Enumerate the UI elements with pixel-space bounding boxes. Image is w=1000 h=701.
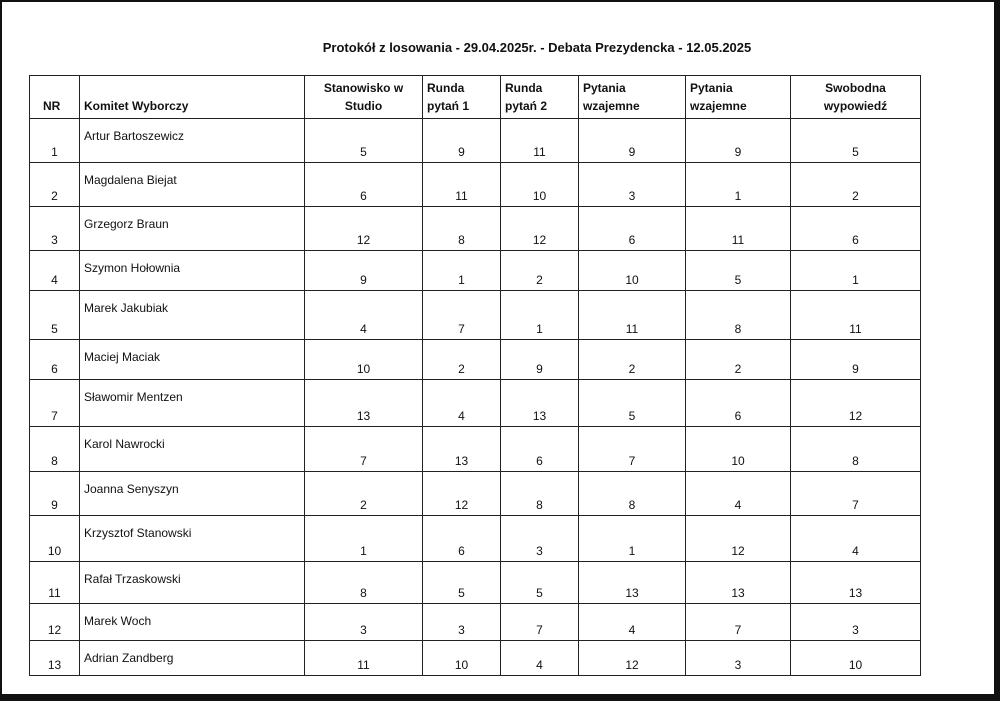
header-free-line2: wypowiedź xyxy=(823,99,888,113)
cell-studio-position-text: 12 xyxy=(356,233,371,247)
header-round2-line1: Runda xyxy=(505,81,543,95)
header-mutual-questions-a xyxy=(579,76,686,119)
cell-studio-position xyxy=(305,562,423,604)
cell-mutual-questions-a-text: 11 xyxy=(625,322,639,336)
cell-mutual-questions-a-text: 12 xyxy=(625,658,639,672)
cell-free-statement xyxy=(791,604,921,641)
cell-round-2 xyxy=(501,472,579,516)
cell-candidate-name xyxy=(80,604,305,641)
cell-mutual-questions-b-text: 1 xyxy=(734,189,742,203)
cell-studio-position-text: 8 xyxy=(360,586,367,600)
cell-mutual-questions-b xyxy=(686,516,791,562)
cell-nr-text: 12 xyxy=(47,623,62,637)
cell-round-1 xyxy=(423,340,501,380)
cell-nr-text: 8 xyxy=(51,454,58,468)
cell-candidate-name-text: Krzysztof Stanowski xyxy=(84,526,192,540)
cell-round-2-text: 6 xyxy=(536,454,543,468)
header-round1-line2: pytań 1 xyxy=(427,99,470,113)
cell-round-2 xyxy=(501,380,579,427)
cell-round-2-text: 11 xyxy=(533,145,546,159)
table-row xyxy=(30,562,921,604)
cell-studio-position-text: 2 xyxy=(360,498,367,512)
cell-mutual-questions-a xyxy=(579,380,686,427)
cell-free-statement-text: 5 xyxy=(852,145,859,159)
cell-studio-position-text: 9 xyxy=(360,273,367,287)
cell-round-1-text: 9 xyxy=(458,145,465,159)
cell-round-2-text: 1 xyxy=(536,322,543,336)
cell-free-statement xyxy=(791,340,921,380)
cell-mutual-questions-a-text: 8 xyxy=(628,498,636,512)
cell-nr-text: 10 xyxy=(47,544,62,558)
cell-free-statement xyxy=(791,251,921,291)
table-row xyxy=(30,604,921,641)
cell-round-2-text: 7 xyxy=(536,623,543,637)
cell-round-1-text: 1 xyxy=(458,273,465,287)
cell-round-1-text: 10 xyxy=(454,658,469,672)
cell-mutual-questions-b xyxy=(686,119,791,163)
cell-mutual-questions-b-text: 8 xyxy=(734,322,742,336)
cell-mutual-questions-b xyxy=(686,472,791,516)
cell-round-2-text: 8 xyxy=(536,498,543,512)
cell-nr xyxy=(30,604,80,641)
cell-mutual-questions-a-text: 1 xyxy=(628,544,636,558)
cell-nr xyxy=(30,340,80,380)
cell-round-1 xyxy=(423,427,501,472)
cell-free-statement xyxy=(791,163,921,207)
cell-candidate-name-text: Rafał Trzaskowski xyxy=(84,572,181,586)
cell-mutual-questions-a-text: 13 xyxy=(625,586,639,600)
table-row xyxy=(30,119,921,163)
cell-mutual-questions-a-text: 5 xyxy=(628,409,636,423)
table-row xyxy=(30,340,921,380)
cell-candidate-name xyxy=(80,163,305,207)
cell-round-2 xyxy=(501,207,579,251)
draw-results-table xyxy=(29,75,921,676)
cell-nr xyxy=(30,163,80,207)
cell-round-1-text: 6 xyxy=(458,544,465,558)
cell-mutual-questions-a xyxy=(579,516,686,562)
cell-studio-position xyxy=(305,163,423,207)
cell-mutual-questions-b xyxy=(686,340,791,380)
cell-free-statement xyxy=(791,291,921,340)
cell-round-1 xyxy=(423,207,501,251)
cell-mutual-questions-b-text: 4 xyxy=(734,498,742,512)
header-round1-line1: Runda xyxy=(427,81,465,95)
cell-free-statement-text: 4 xyxy=(852,544,859,558)
cell-round-1-text: 2 xyxy=(458,362,465,376)
cell-nr-text: 3 xyxy=(51,233,58,247)
cell-studio-position xyxy=(305,516,423,562)
header-round-1 xyxy=(423,76,501,119)
cell-studio-position-text: 1 xyxy=(360,544,367,558)
cell-nr xyxy=(30,516,80,562)
cell-round-1 xyxy=(423,119,501,163)
cell-nr-text: 1 xyxy=(51,145,58,159)
cell-mutual-questions-b-text: 6 xyxy=(734,409,742,423)
cell-free-statement-text: 9 xyxy=(852,362,859,376)
cell-round-1-text: 4 xyxy=(458,409,465,423)
cell-nr-text: 4 xyxy=(51,273,58,287)
document-title: Protokół z losowania - 29.04.2025r. - Debata Prezydencka - 12.05.2025 xyxy=(322,40,752,55)
cell-studio-position xyxy=(305,641,423,676)
header-nr-label: NR xyxy=(43,99,61,113)
cell-mutual-questions-b-text: 11 xyxy=(731,233,745,247)
cell-nr xyxy=(30,472,80,516)
cell-round-2-text: 12 xyxy=(532,233,547,247)
cell-free-statement xyxy=(791,641,921,676)
cell-studio-position-text: 10 xyxy=(356,362,371,376)
cell-mutual-questions-b xyxy=(686,641,791,676)
header-studio-position xyxy=(305,76,423,119)
cell-round-1-text: 7 xyxy=(458,322,465,336)
cell-studio-position xyxy=(305,291,423,340)
cell-candidate-name-text: Marek Jakubiak xyxy=(84,301,169,315)
cell-studio-position-text: 6 xyxy=(360,189,367,203)
cell-free-statement xyxy=(791,562,921,604)
cell-nr xyxy=(30,251,80,291)
cell-free-statement-text: 8 xyxy=(852,454,859,468)
cell-free-statement-text: 1 xyxy=(852,273,859,287)
cell-candidate-name xyxy=(80,641,305,676)
cell-round-2-text: 4 xyxy=(536,658,543,672)
cell-round-2 xyxy=(501,163,579,207)
cell-mutual-questions-b-text: 7 xyxy=(734,623,742,637)
cell-nr-text: 6 xyxy=(51,362,58,376)
cell-free-statement xyxy=(791,472,921,516)
cell-mutual-questions-b-text: 12 xyxy=(731,544,745,558)
cell-free-statement xyxy=(791,380,921,427)
cell-mutual-questions-a xyxy=(579,207,686,251)
cell-candidate-name-text: Artur Bartoszewicz xyxy=(84,129,185,143)
header-round2-line2: pytań 2 xyxy=(505,99,548,113)
table-row xyxy=(30,472,921,516)
cell-studio-position-text: 11 xyxy=(357,658,370,672)
cell-round-2 xyxy=(501,251,579,291)
cell-studio-position-text: 5 xyxy=(360,145,367,159)
cell-nr-text: 7 xyxy=(51,409,58,423)
table-row xyxy=(30,380,921,427)
cell-mutual-questions-a-text: 4 xyxy=(628,623,636,637)
cell-studio-position-text: 13 xyxy=(356,409,371,423)
cell-round-1 xyxy=(423,562,501,604)
table-row xyxy=(30,291,921,340)
cell-free-statement-text: 3 xyxy=(852,623,859,637)
cell-studio-position-text: 4 xyxy=(360,322,367,336)
cell-free-statement-text: 2 xyxy=(852,189,859,203)
table-row xyxy=(30,163,921,207)
cell-candidate-name xyxy=(80,472,305,516)
header-mutual-questions-b xyxy=(686,76,791,119)
header-mutualB-line1: Pytania xyxy=(690,81,733,95)
cell-round-2 xyxy=(501,340,579,380)
cell-mutual-questions-a xyxy=(579,291,686,340)
cell-mutual-questions-a xyxy=(579,251,686,291)
cell-nr xyxy=(30,207,80,251)
cell-mutual-questions-b xyxy=(686,604,791,641)
cell-mutual-questions-b xyxy=(686,427,791,472)
table-row xyxy=(30,516,921,562)
header-mutualA-line2: wzajemne xyxy=(583,99,640,113)
cell-free-statement-text: 11 xyxy=(849,322,862,336)
header-nr xyxy=(30,76,80,119)
header-mutualA-line1: Pytania xyxy=(583,81,626,95)
cell-round-2-text: 5 xyxy=(536,586,543,600)
cell-free-statement xyxy=(791,516,921,562)
cell-nr xyxy=(30,291,80,340)
table-row xyxy=(30,427,921,472)
cell-mutual-questions-a xyxy=(579,163,686,207)
cell-mutual-questions-a xyxy=(579,340,686,380)
cell-free-statement-text: 12 xyxy=(848,409,863,423)
cell-nr-text: 11 xyxy=(48,586,61,600)
header-free-line1: Swobodna xyxy=(825,81,886,95)
cell-round-2-text: 9 xyxy=(536,362,543,376)
cell-round-2 xyxy=(501,119,579,163)
cell-candidate-name xyxy=(80,207,305,251)
cell-mutual-questions-a xyxy=(579,562,686,604)
cell-round-2 xyxy=(501,604,579,641)
header-committee xyxy=(80,76,305,119)
cell-nr xyxy=(30,427,80,472)
cell-candidate-name-text: Magdalena Biejat xyxy=(84,173,177,187)
cell-round-1-text: 11 xyxy=(455,189,468,203)
cell-nr xyxy=(30,562,80,604)
cell-candidate-name-text: Adrian Zandberg xyxy=(84,651,174,665)
cell-free-statement-text: 10 xyxy=(848,658,863,672)
header-committee-label: Komitet Wyborczy xyxy=(84,99,189,113)
cell-candidate-name xyxy=(80,251,305,291)
cell-mutual-questions-a-text: 9 xyxy=(628,145,636,159)
cell-mutual-questions-b xyxy=(686,380,791,427)
cell-round-1-text: 12 xyxy=(454,498,469,512)
cell-round-2-text: 3 xyxy=(536,544,543,558)
cell-candidate-name-text: Joanna Senyszyn xyxy=(84,482,179,496)
cell-round-1 xyxy=(423,251,501,291)
header-studio-line1: Stanowisko w xyxy=(323,81,404,95)
cell-nr-text: 9 xyxy=(51,498,58,512)
cell-round-1 xyxy=(423,604,501,641)
table-body xyxy=(30,119,921,676)
cell-round-2 xyxy=(501,516,579,562)
cell-nr xyxy=(30,119,80,163)
cell-mutual-questions-a-text: 7 xyxy=(628,454,636,468)
document-page xyxy=(2,2,994,694)
cell-candidate-name xyxy=(80,516,305,562)
header-mutualB-line2: wzajemne xyxy=(690,99,747,113)
cell-nr xyxy=(30,380,80,427)
cell-mutual-questions-b-text: 2 xyxy=(734,362,742,376)
cell-candidate-name-text: Maciej Maciak xyxy=(84,350,161,364)
cell-free-statement xyxy=(791,207,921,251)
cell-round-2 xyxy=(501,291,579,340)
cell-mutual-questions-a xyxy=(579,641,686,676)
cell-mutual-questions-b-text: 9 xyxy=(734,145,742,159)
cell-mutual-questions-b-text: 3 xyxy=(734,658,742,672)
table-row xyxy=(30,641,921,676)
cell-mutual-questions-b-text: 10 xyxy=(731,454,745,468)
cell-studio-position xyxy=(305,251,423,291)
cell-mutual-questions-b-text: 5 xyxy=(734,273,742,287)
cell-studio-position-text: 3 xyxy=(360,623,367,637)
cell-mutual-questions-a-text: 2 xyxy=(628,362,636,376)
table-row xyxy=(30,207,921,251)
cell-round-1 xyxy=(423,641,501,676)
cell-round-1 xyxy=(423,291,501,340)
cell-candidate-name xyxy=(80,380,305,427)
cell-round-1 xyxy=(423,472,501,516)
cell-free-statement-text: 6 xyxy=(852,233,859,247)
cell-round-2-text: 2 xyxy=(536,273,543,287)
cell-mutual-questions-a-text: 3 xyxy=(628,189,636,203)
cell-free-statement xyxy=(791,427,921,472)
header-free-statement xyxy=(791,76,921,119)
cell-mutual-questions-a xyxy=(579,119,686,163)
cell-mutual-questions-a xyxy=(579,472,686,516)
cell-mutual-questions-b xyxy=(686,562,791,604)
cell-mutual-questions-b-text: 13 xyxy=(731,586,745,600)
cell-studio-position xyxy=(305,604,423,641)
cell-round-2 xyxy=(501,641,579,676)
cell-round-1-text: 13 xyxy=(454,454,469,468)
cell-nr-text: 2 xyxy=(51,189,58,203)
cell-round-2-text: 10 xyxy=(532,189,547,203)
cell-candidate-name xyxy=(80,562,305,604)
cell-studio-position xyxy=(305,380,423,427)
cell-candidate-name xyxy=(80,291,305,340)
cell-candidate-name-text: Sławomir Mentzen xyxy=(84,390,183,404)
cell-candidate-name-text: Marek Woch xyxy=(84,614,152,628)
cell-round-1 xyxy=(423,163,501,207)
cell-round-2 xyxy=(501,562,579,604)
cell-round-2 xyxy=(501,427,579,472)
cell-studio-position-text: 7 xyxy=(360,454,367,468)
cell-studio-position xyxy=(305,427,423,472)
cell-candidate-name xyxy=(80,427,305,472)
cell-free-statement-text: 13 xyxy=(848,586,863,600)
cell-mutual-questions-a xyxy=(579,427,686,472)
cell-mutual-questions-a-text: 10 xyxy=(625,273,639,287)
cell-round-1 xyxy=(423,380,501,427)
cell-mutual-questions-b xyxy=(686,207,791,251)
cell-candidate-name-text: Grzegorz Braun xyxy=(84,217,169,231)
cell-mutual-questions-a xyxy=(579,604,686,641)
cell-free-statement-text: 7 xyxy=(852,498,859,512)
cell-nr-text: 5 xyxy=(51,322,58,336)
cell-mutual-questions-b xyxy=(686,291,791,340)
cell-candidate-name-text: Karol Nawrocki xyxy=(84,437,165,451)
cell-nr-text: 13 xyxy=(47,658,62,672)
cell-round-2-text: 13 xyxy=(532,409,547,423)
cell-round-1-text: 8 xyxy=(458,233,465,247)
header-round-2 xyxy=(501,76,579,119)
cell-studio-position xyxy=(305,207,423,251)
cell-candidate-name xyxy=(80,119,305,163)
cell-round-1-text: 5 xyxy=(458,586,465,600)
table-header-row xyxy=(30,76,921,119)
cell-studio-position xyxy=(305,119,423,163)
cell-mutual-questions-a-text: 6 xyxy=(628,233,636,247)
cell-studio-position xyxy=(305,340,423,380)
cell-mutual-questions-b xyxy=(686,251,791,291)
cell-free-statement xyxy=(791,119,921,163)
cell-round-1 xyxy=(423,516,501,562)
cell-round-1-text: 3 xyxy=(458,623,465,637)
cell-candidate-name xyxy=(80,340,305,380)
header-studio-line2: Studio xyxy=(344,99,383,113)
cell-candidate-name-text: Szymon Hołownia xyxy=(84,261,181,275)
cell-mutual-questions-b xyxy=(686,163,791,207)
table-row xyxy=(30,251,921,291)
cell-nr xyxy=(30,641,80,676)
cell-studio-position xyxy=(305,472,423,516)
